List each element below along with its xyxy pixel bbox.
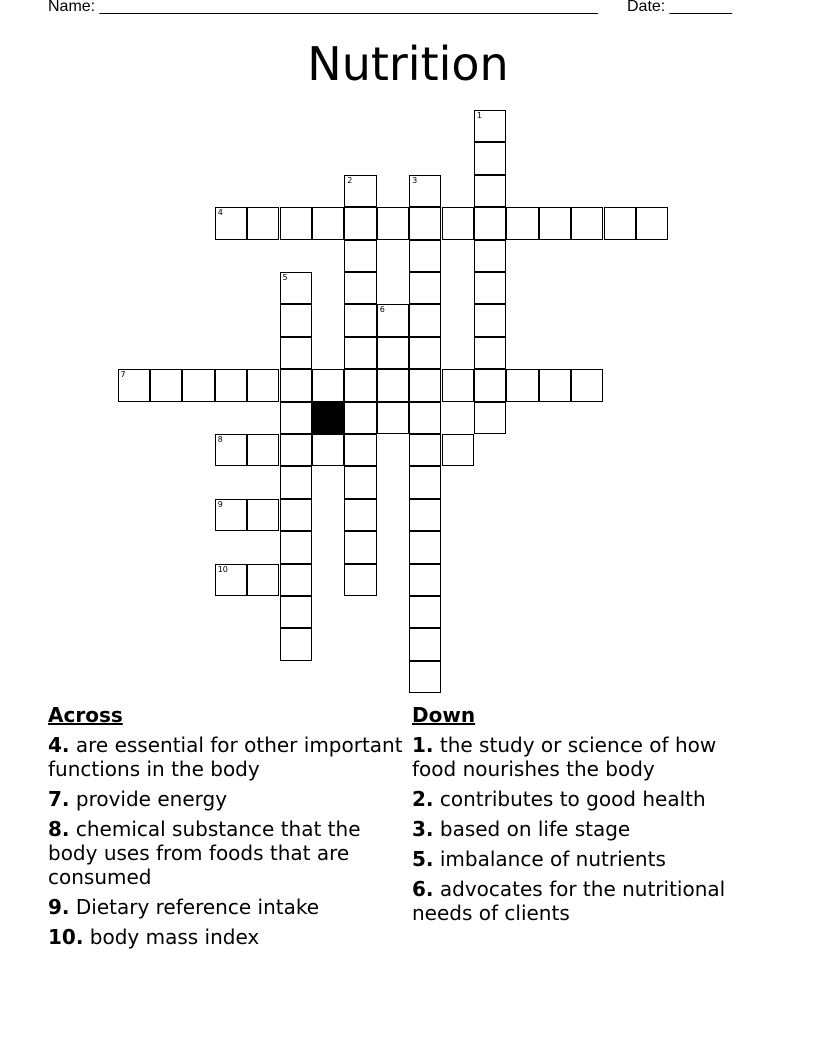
grid-cell[interactable] [377, 304, 409, 336]
grid-cell[interactable] [344, 466, 376, 498]
grid-cell[interactable] [344, 207, 376, 239]
down-clue [412, 847, 752, 871]
cell-number: 1 [476, 111, 482, 120]
grid-cell[interactable] [312, 369, 344, 401]
grid-cell[interactable] [344, 369, 376, 401]
across-clue [48, 817, 403, 889]
clue-number: 10. [48, 925, 84, 949]
grid-cell[interactable] [215, 207, 247, 239]
grid-cell[interactable] [409, 304, 441, 336]
grid-cell[interactable] [344, 499, 376, 531]
grid-cell[interactable] [474, 369, 506, 401]
cell-number: 5 [282, 273, 288, 282]
across-clue [48, 787, 403, 811]
grid-cell[interactable] [280, 466, 312, 498]
clue-number: 2. [412, 787, 434, 811]
clue-number: 3. [412, 817, 434, 841]
clue-number: 7. [48, 787, 70, 811]
grid-cell[interactable] [442, 434, 474, 466]
grid-cell[interactable] [247, 434, 279, 466]
grid-cell[interactable] [409, 337, 441, 369]
grid-cell[interactable] [474, 175, 506, 207]
grid-cell[interactable] [506, 207, 538, 239]
across-heading: Across [48, 703, 123, 727]
grid-cell[interactable] [247, 499, 279, 531]
grid-cell[interactable] [571, 369, 603, 401]
grid-cell[interactable] [215, 369, 247, 401]
grid-cell[interactable] [474, 240, 506, 272]
clue-text: body mass index [89, 925, 260, 949]
page-title: Nutrition [307, 37, 509, 91]
name-field-label: Name: ________________________________________________________ [48, 0, 598, 15]
cell-number: 4 [217, 208, 223, 218]
grid-cell[interactable] [377, 337, 409, 369]
grid-cell[interactable] [280, 369, 312, 401]
down-clue [412, 787, 752, 811]
cell-number: 10 [217, 564, 228, 574]
grid-cell[interactable] [280, 531, 312, 563]
grid-cell[interactable] [150, 369, 182, 401]
grid-cell[interactable] [280, 304, 312, 336]
grid-cell[interactable] [409, 175, 441, 207]
grid-cell[interactable] [280, 596, 312, 628]
grid-cell[interactable] [409, 434, 441, 466]
grid-cell[interactable] [247, 207, 279, 239]
grid-cell[interactable] [409, 369, 441, 401]
clue-text: provide energy [75, 787, 228, 811]
grid-cell[interactable] [474, 272, 506, 304]
grid-cell[interactable] [344, 272, 376, 304]
grid-cell[interactable] [247, 564, 279, 596]
grid-cell[interactable] [280, 628, 312, 660]
grid-cell[interactable] [312, 207, 344, 239]
grid-cell[interactable] [409, 661, 441, 693]
grid-cell[interactable] [215, 434, 247, 466]
grid-cell[interactable] [409, 596, 441, 628]
grid-cell[interactable] [280, 434, 312, 466]
grid-cell[interactable] [344, 564, 376, 596]
grid-cell[interactable] [344, 402, 376, 434]
down-heading: Down [412, 703, 476, 727]
grid-cell[interactable] [409, 272, 441, 304]
grid-cell[interactable] [409, 628, 441, 660]
cell-number: 9 [217, 499, 223, 509]
clue-text: the study or science of how food nourishes the body [412, 733, 717, 781]
grid-cell[interactable] [506, 369, 538, 401]
clue-text: advocates for the nutritional needs of clients [412, 877, 726, 925]
grid-cell[interactable] [474, 142, 506, 174]
grid-cell[interactable] [344, 337, 376, 369]
clue-text: are essential for other important functions in the body [48, 733, 403, 781]
grid-cell[interactable] [280, 337, 312, 369]
grid-cell[interactable] [474, 337, 506, 369]
grid-cell[interactable] [215, 564, 247, 596]
grid-cell[interactable] [377, 207, 409, 239]
clue-text: Dietary reference intake [75, 895, 320, 919]
grid-cell[interactable] [312, 434, 344, 466]
grid-cell[interactable] [344, 531, 376, 563]
clue-text: based on life stage [439, 817, 631, 841]
cell-number: 6 [379, 305, 385, 315]
clue-number: 5. [412, 847, 434, 871]
date-field-label: Date: _______ [627, 0, 732, 15]
cell-number: 3 [412, 175, 418, 185]
grid-cell[interactable] [247, 369, 279, 401]
grid-cell[interactable] [409, 240, 441, 272]
grid-cell[interactable] [280, 402, 312, 434]
grid-cell[interactable] [280, 207, 312, 239]
grid-cell[interactable] [442, 207, 474, 239]
clue-number: 8. [48, 817, 70, 841]
grid-cell[interactable] [409, 531, 441, 563]
down-clues [412, 703, 752, 931]
grid-cell[interactable] [344, 434, 376, 466]
grid-cell[interactable] [215, 499, 247, 531]
grid-cell[interactable] [280, 499, 312, 531]
grid-cell[interactable] [409, 466, 441, 498]
grid-cell[interactable] [636, 207, 668, 239]
grid-cell[interactable] [409, 564, 441, 596]
grid-cell[interactable] [442, 369, 474, 401]
clue-text: chemical substance that the body uses from foods that are consumed [48, 817, 361, 889]
grid-cell[interactable] [539, 369, 571, 401]
grid-cell[interactable] [409, 207, 441, 239]
grid-cell[interactable] [118, 369, 150, 401]
grid-cell[interactable] [474, 207, 506, 239]
black-cell [312, 402, 344, 434]
grid-cell[interactable] [474, 402, 506, 434]
grid-cell[interactable] [344, 175, 376, 207]
grid-cell[interactable] [539, 207, 571, 239]
clue-number: 9. [48, 895, 70, 919]
grid-cell[interactable] [409, 499, 441, 531]
grid-cell[interactable] [474, 304, 506, 336]
clue-text: contributes to good health [439, 787, 706, 811]
clue-number: 6. [412, 877, 434, 901]
cell-number: 2 [347, 175, 353, 185]
grid-cell[interactable] [377, 402, 409, 434]
grid-cell[interactable] [409, 402, 441, 434]
grid-cell[interactable] [280, 564, 312, 596]
clue-number: 4. [48, 733, 70, 757]
clue-text: imbalance of nutrients [439, 847, 666, 871]
grid-cell[interactable] [182, 369, 214, 401]
down-clue [412, 817, 752, 841]
grid-cell[interactable] [571, 207, 603, 239]
down-clue [412, 733, 752, 781]
across-clues [48, 703, 403, 955]
across-clue [48, 895, 403, 919]
grid-cell[interactable] [474, 110, 506, 142]
grid-cell[interactable] [344, 240, 376, 272]
clue-number: 1. [412, 733, 434, 757]
across-clue [48, 733, 403, 781]
grid-cell[interactable] [604, 207, 636, 239]
cell-number: 7 [120, 370, 126, 380]
cell-number: 8 [217, 435, 223, 444]
grid-cell[interactable] [344, 304, 376, 336]
down-clue [412, 877, 752, 925]
grid-cell[interactable] [280, 272, 312, 304]
grid-cell[interactable] [377, 369, 409, 401]
across-clue [48, 925, 403, 949]
